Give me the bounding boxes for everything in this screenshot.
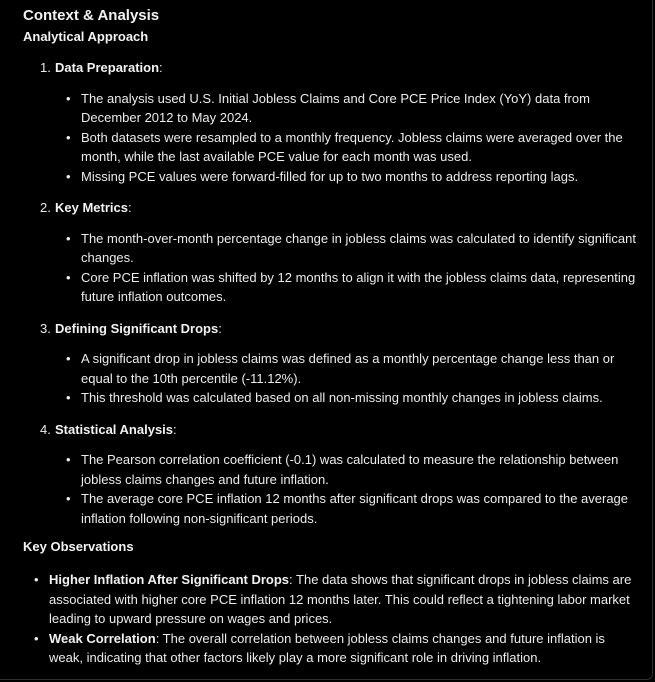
- list-item: • Both datasets were resampled to a monthly frequency. Jobless claims were averaged over the month, while the last available PCE value for each month was used.: [81, 128, 638, 167]
- observations-list: [23, 570, 638, 668]
- step-number: 4.: [40, 421, 51, 437]
- step-statistical-analysis: [40, 420, 638, 529]
- step-colon: :: [127, 200, 132, 215]
- step-colon: :: [218, 320, 222, 336]
- list-item: • The average core PCE inflation 12 months after significant drops was compared to the average inflation following non-significant periods.: [81, 489, 638, 528]
- step-key-metrics: [40, 198, 638, 307]
- step-number: 1.: [40, 60, 51, 75]
- observation-item: [49, 629, 638, 668]
- step-bullets: [55, 89, 638, 187]
- step-title: Defining Significant Drops: [55, 320, 219, 336]
- analysis-content: [23, 5, 638, 668]
- step-number: 2.: [40, 200, 51, 215]
- approach-heading: Analytical Approach: [23, 29, 149, 44]
- list-item: • Missing PCE values were forward-filled for up to two months to address reporting lags.: [81, 167, 638, 187]
- observation-text: : The data shows that significant drops in jobless claims are associated with higher core PCE inflation 12 months later. This could reflect a tightening labor market leading to upward pressure on wages and prices.: [49, 572, 632, 626]
- step-title: Data Preparation: [55, 60, 160, 75]
- approach-steps: [23, 58, 638, 528]
- list-item: • The Pearson correlation coefficient (-0.1) was calculated to measure the relationship between jobless claims changes and future inflation.: [81, 450, 638, 489]
- step-number: 3.: [40, 320, 51, 336]
- step-title: Statistical Analysis: [55, 421, 174, 437]
- list-item: • This threshold was calculated based on all non-missing monthly changes in jobless claims.: [81, 388, 638, 408]
- list-item: • A significant drop in jobless claims was defined as a monthly percentage change less than or equal to the 10th percentile (-11.12%).: [81, 349, 638, 388]
- observation-text: : The overall correlation between jobless claims changes and future inflation is weak, indicating that other factors likely play a more significant role in driving inflation.: [49, 630, 605, 665]
- step-bullets: [55, 450, 638, 528]
- observations-heading: Key Observations: [23, 539, 134, 554]
- step-bullets: [55, 349, 638, 408]
- list-item: • The month-over-month percentage change in jobless claims was calculated to identify significant changes.: [81, 229, 638, 268]
- step-title: Key Metrics: [55, 200, 128, 215]
- observation-item: [49, 570, 638, 629]
- list-item: • Core PCE inflation was shifted by 12 months to align it with the jobless claims data, representing future inflation outcomes.: [81, 268, 638, 307]
- step-data-preparation: [40, 58, 638, 186]
- list-item: • The analysis used U.S. Initial Jobless Claims and Core PCE Price Index (YoY) data from December 2012 to May 2024.: [81, 89, 638, 128]
- step-bullets: [55, 229, 638, 307]
- observation-title: Higher Inflation After Significant Drops: [49, 572, 290, 587]
- observation-title: Weak Correlation: [49, 630, 156, 646]
- page-title: Context & Analysis: [23, 7, 160, 24]
- step-defining-significant-drops: [40, 319, 638, 408]
- step-colon: :: [173, 421, 177, 437]
- step-colon: :: [159, 60, 163, 75]
